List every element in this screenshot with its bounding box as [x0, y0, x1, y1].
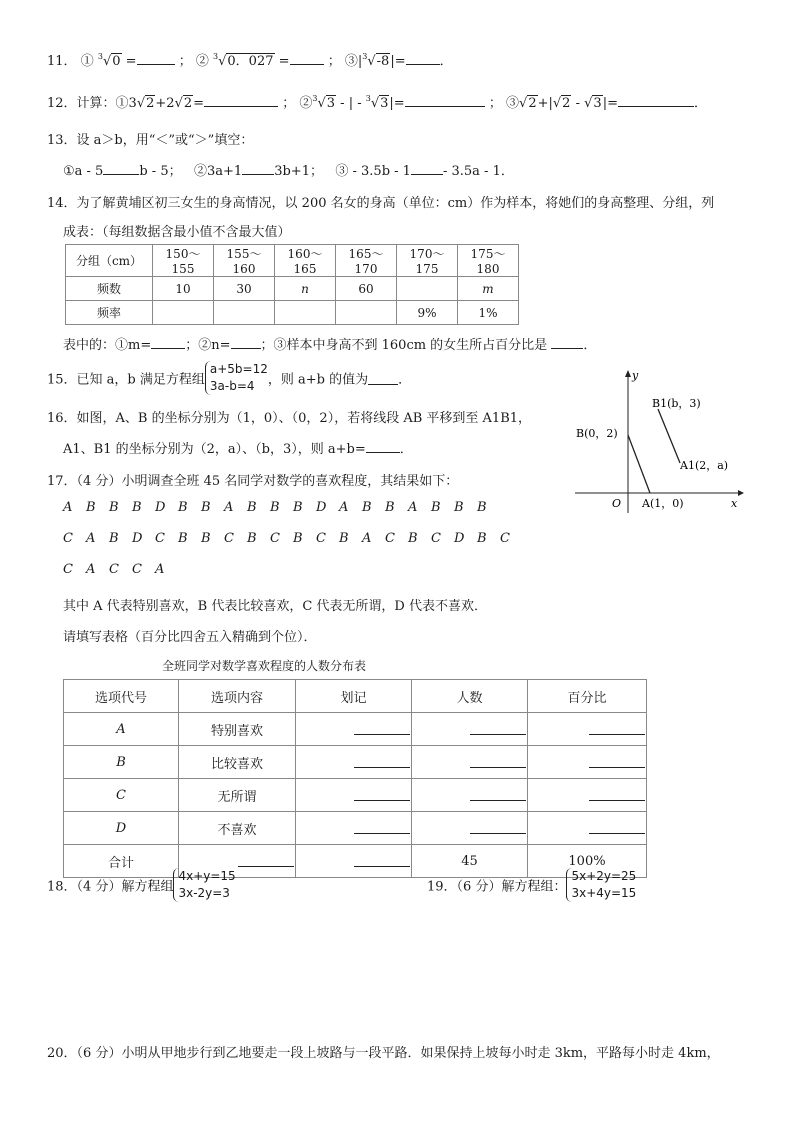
point-A1-label: A1(2，a)	[680, 459, 729, 472]
question-15: 15．已知 a，b 满足方程组a+5b=12 3a-b=4 ，则 a+b 的值为 ．	[47, 362, 412, 393]
answer-blank	[137, 52, 175, 65]
survey-letter: D	[316, 500, 327, 515]
answer-blank	[470, 720, 526, 735]
survey-letter: B	[293, 500, 303, 515]
cube-root-0: $^3$√0	[97, 52, 121, 69]
survey-letter: D	[132, 531, 143, 546]
answer-blank	[470, 786, 526, 801]
answer-blank	[470, 753, 526, 768]
survey-letter: B	[431, 500, 441, 515]
question-16-cont: A1、B1 的坐标分别为（2，a）、（b，3），则 a+b= ．	[63, 442, 413, 457]
answer-blank	[368, 372, 398, 385]
answer-blank	[589, 819, 645, 834]
answer-blank	[589, 786, 645, 801]
survey-letter: C	[132, 562, 142, 577]
q11-number: 11．	[47, 54, 77, 69]
survey-results-row-3	[63, 562, 178, 577]
answer-blank	[589, 720, 645, 735]
equation-system: a+5b=12 3a-b=4	[205, 361, 268, 395]
y-axis-label: y	[632, 369, 639, 382]
question-13-parts: ①a - 5 b - 5； ②3a+1 3b+1； ③ - 3.5b - 1 - 3.5a - 1．	[63, 164, 514, 179]
question-17-instruction: 请填写表格（百分比四舍五入精确到个位）．	[63, 630, 317, 645]
survey-letter: B	[408, 531, 418, 546]
survey-letter: B	[109, 531, 119, 546]
survey-letter: A	[63, 500, 73, 515]
table-row: C 无所谓	[64, 779, 647, 812]
table-row: 分组（cm） 150～155 155～160 160～165 165～170 170～175 175～180	[66, 245, 519, 277]
table-row: 合计 45 100%	[64, 845, 647, 878]
survey-letter: B	[339, 531, 349, 546]
survey-letter: C	[63, 562, 73, 577]
survey-letter: B	[385, 500, 395, 515]
survey-letter: A	[339, 500, 349, 515]
survey-distribution-table	[63, 679, 647, 878]
survey-letter: C	[155, 531, 165, 546]
survey-letter: B	[247, 500, 257, 515]
cube-root-0027: $^3$√0．027	[213, 52, 274, 69]
survey-letter: B	[362, 500, 372, 515]
answer-blank	[354, 720, 410, 735]
survey-letter: A	[86, 531, 96, 546]
survey-letter: A	[155, 562, 165, 577]
survey-letter: C	[385, 531, 395, 546]
answer-blank	[354, 819, 410, 834]
answer-blank	[618, 94, 694, 107]
question-14-cont: 成表：（每组数据含最小值不含最大值）	[63, 225, 291, 240]
equation-system: 5x+2y=25 3x+4y=15	[566, 868, 636, 902]
origin-label: O	[612, 497, 622, 510]
survey-letter: D	[155, 500, 166, 515]
survey-letter: D	[454, 531, 465, 546]
answer-blank	[411, 162, 443, 175]
survey-results-row-2	[63, 531, 523, 546]
answer-blank	[242, 162, 274, 175]
table-title: 全班同学对数学喜欢程度的人数分布表	[162, 659, 367, 673]
survey-letter: B	[247, 531, 257, 546]
answer-blank	[238, 852, 294, 867]
point-B1-label: B1(b，3)	[652, 397, 701, 410]
question-13: 13．设 a＞b，用“＜”或“＞”填空：	[47, 133, 254, 148]
survey-letter: C	[316, 531, 326, 546]
answer-blank	[470, 819, 526, 834]
answer-blank	[551, 336, 583, 349]
table-row: A 特别喜欢	[64, 713, 647, 746]
survey-letter: A	[86, 562, 96, 577]
answer-blank	[354, 852, 410, 867]
survey-letter: C	[63, 531, 73, 546]
equation-system: 4x+y=15 3x-2y=3	[173, 868, 235, 902]
x-axis-arrow-icon	[738, 490, 744, 496]
answer-blank	[354, 753, 410, 768]
question-17: 17．（4 分）小明调查全班 45 名同学对数学的喜欢程度，其结果如下：	[47, 474, 459, 489]
table-row: B 比较喜欢	[64, 746, 647, 779]
question-17-legend: 其中 A 代表特别喜欢，B 代表比较喜欢，C 代表无所谓，D 代表不喜欢．	[63, 599, 487, 614]
point-B-label: B(0，2)	[576, 427, 618, 440]
survey-letter: A	[224, 500, 234, 515]
survey-letter: A	[408, 500, 418, 515]
table-row: 频数 10 30 n 60 m	[66, 277, 519, 301]
segment-AB	[628, 435, 650, 493]
question-12: 12．计算：①3√2+2√2= ； ②$^3$√3 - | - $^3$√3|= ； ③√2+|√2 - √3|= ．	[47, 94, 707, 111]
answer-blank	[406, 52, 440, 65]
y-axis-arrow-icon	[625, 370, 631, 377]
survey-letter: B	[270, 500, 280, 515]
survey-letter: B	[132, 500, 142, 515]
table-row: 选项代号 选项内容 划记 人数 百分比	[64, 680, 647, 713]
height-frequency-table	[65, 244, 519, 325]
survey-letter: B	[477, 500, 487, 515]
answer-blank	[290, 52, 324, 65]
segment-A1B1	[658, 409, 680, 463]
point-A-label: A(1，0)	[642, 497, 684, 510]
survey-letter: B	[86, 500, 96, 515]
answer-blank	[589, 753, 645, 768]
cube-root-neg8: $^3$√-8	[362, 52, 390, 69]
question-16: 16．如图，A、B 的坐标分别为（1，0）、（0，2），若将线段 AB 平移到至 A1B1，	[47, 411, 532, 426]
survey-letter: C	[500, 531, 510, 546]
question-19: 19．（6 分）解方程组：5x+2y=25 3x+4y=15	[427, 869, 637, 900]
survey-letter: C	[270, 531, 280, 546]
answer-blank	[354, 786, 410, 801]
answer-blank	[366, 440, 400, 453]
survey-letter: B	[109, 500, 119, 515]
survey-letter: C	[109, 562, 119, 577]
answer-blank	[204, 94, 278, 107]
survey-letter: A	[362, 531, 372, 546]
survey-letter: C	[431, 531, 441, 546]
answer-blank	[405, 94, 485, 107]
answer-blank	[151, 336, 185, 349]
survey-letter: B	[201, 500, 211, 515]
question-14-answers: 表中的：①m= ；②n= ；③样本中身高不到 160cm 的女生所占百分比是 ．	[63, 338, 597, 353]
survey-letter: B	[477, 531, 487, 546]
question-11: 11． ① $^3$√0 = ； ② $^3$√0．027 = ； $③|^3√-8|=$ ．	[47, 52, 453, 69]
survey-letter: B	[178, 531, 188, 546]
question-20: 20．（6 分）小明从甲地步行到乙地要走一段上坡路与一段平路．如果保持上坡每小时走 3km，平路每小时走 4km，	[47, 1046, 720, 1061]
x-axis-label: x	[731, 497, 738, 510]
survey-letter: B	[454, 500, 464, 515]
coordinate-graph	[570, 365, 750, 520]
survey-letter: C	[224, 531, 234, 546]
answer-blank	[231, 336, 261, 349]
question-14: 14．为了解黄埔区初三女生的身高情况，以 200 名女的身高（单位：cm）作为样本，将她们的身高整理、分组，列	[47, 196, 715, 211]
survey-letter: B	[201, 531, 211, 546]
answer-blank	[103, 162, 139, 175]
question-18: 18．（4 分）解方程组4x+y=15 3x-2y=3	[47, 869, 236, 900]
table-row: D 不喜欢	[64, 812, 647, 845]
survey-letter: B	[178, 500, 188, 515]
table-row: 频率 9% 1%	[66, 301, 519, 325]
survey-letter: B	[293, 531, 303, 546]
survey-results-row-1	[63, 500, 500, 515]
